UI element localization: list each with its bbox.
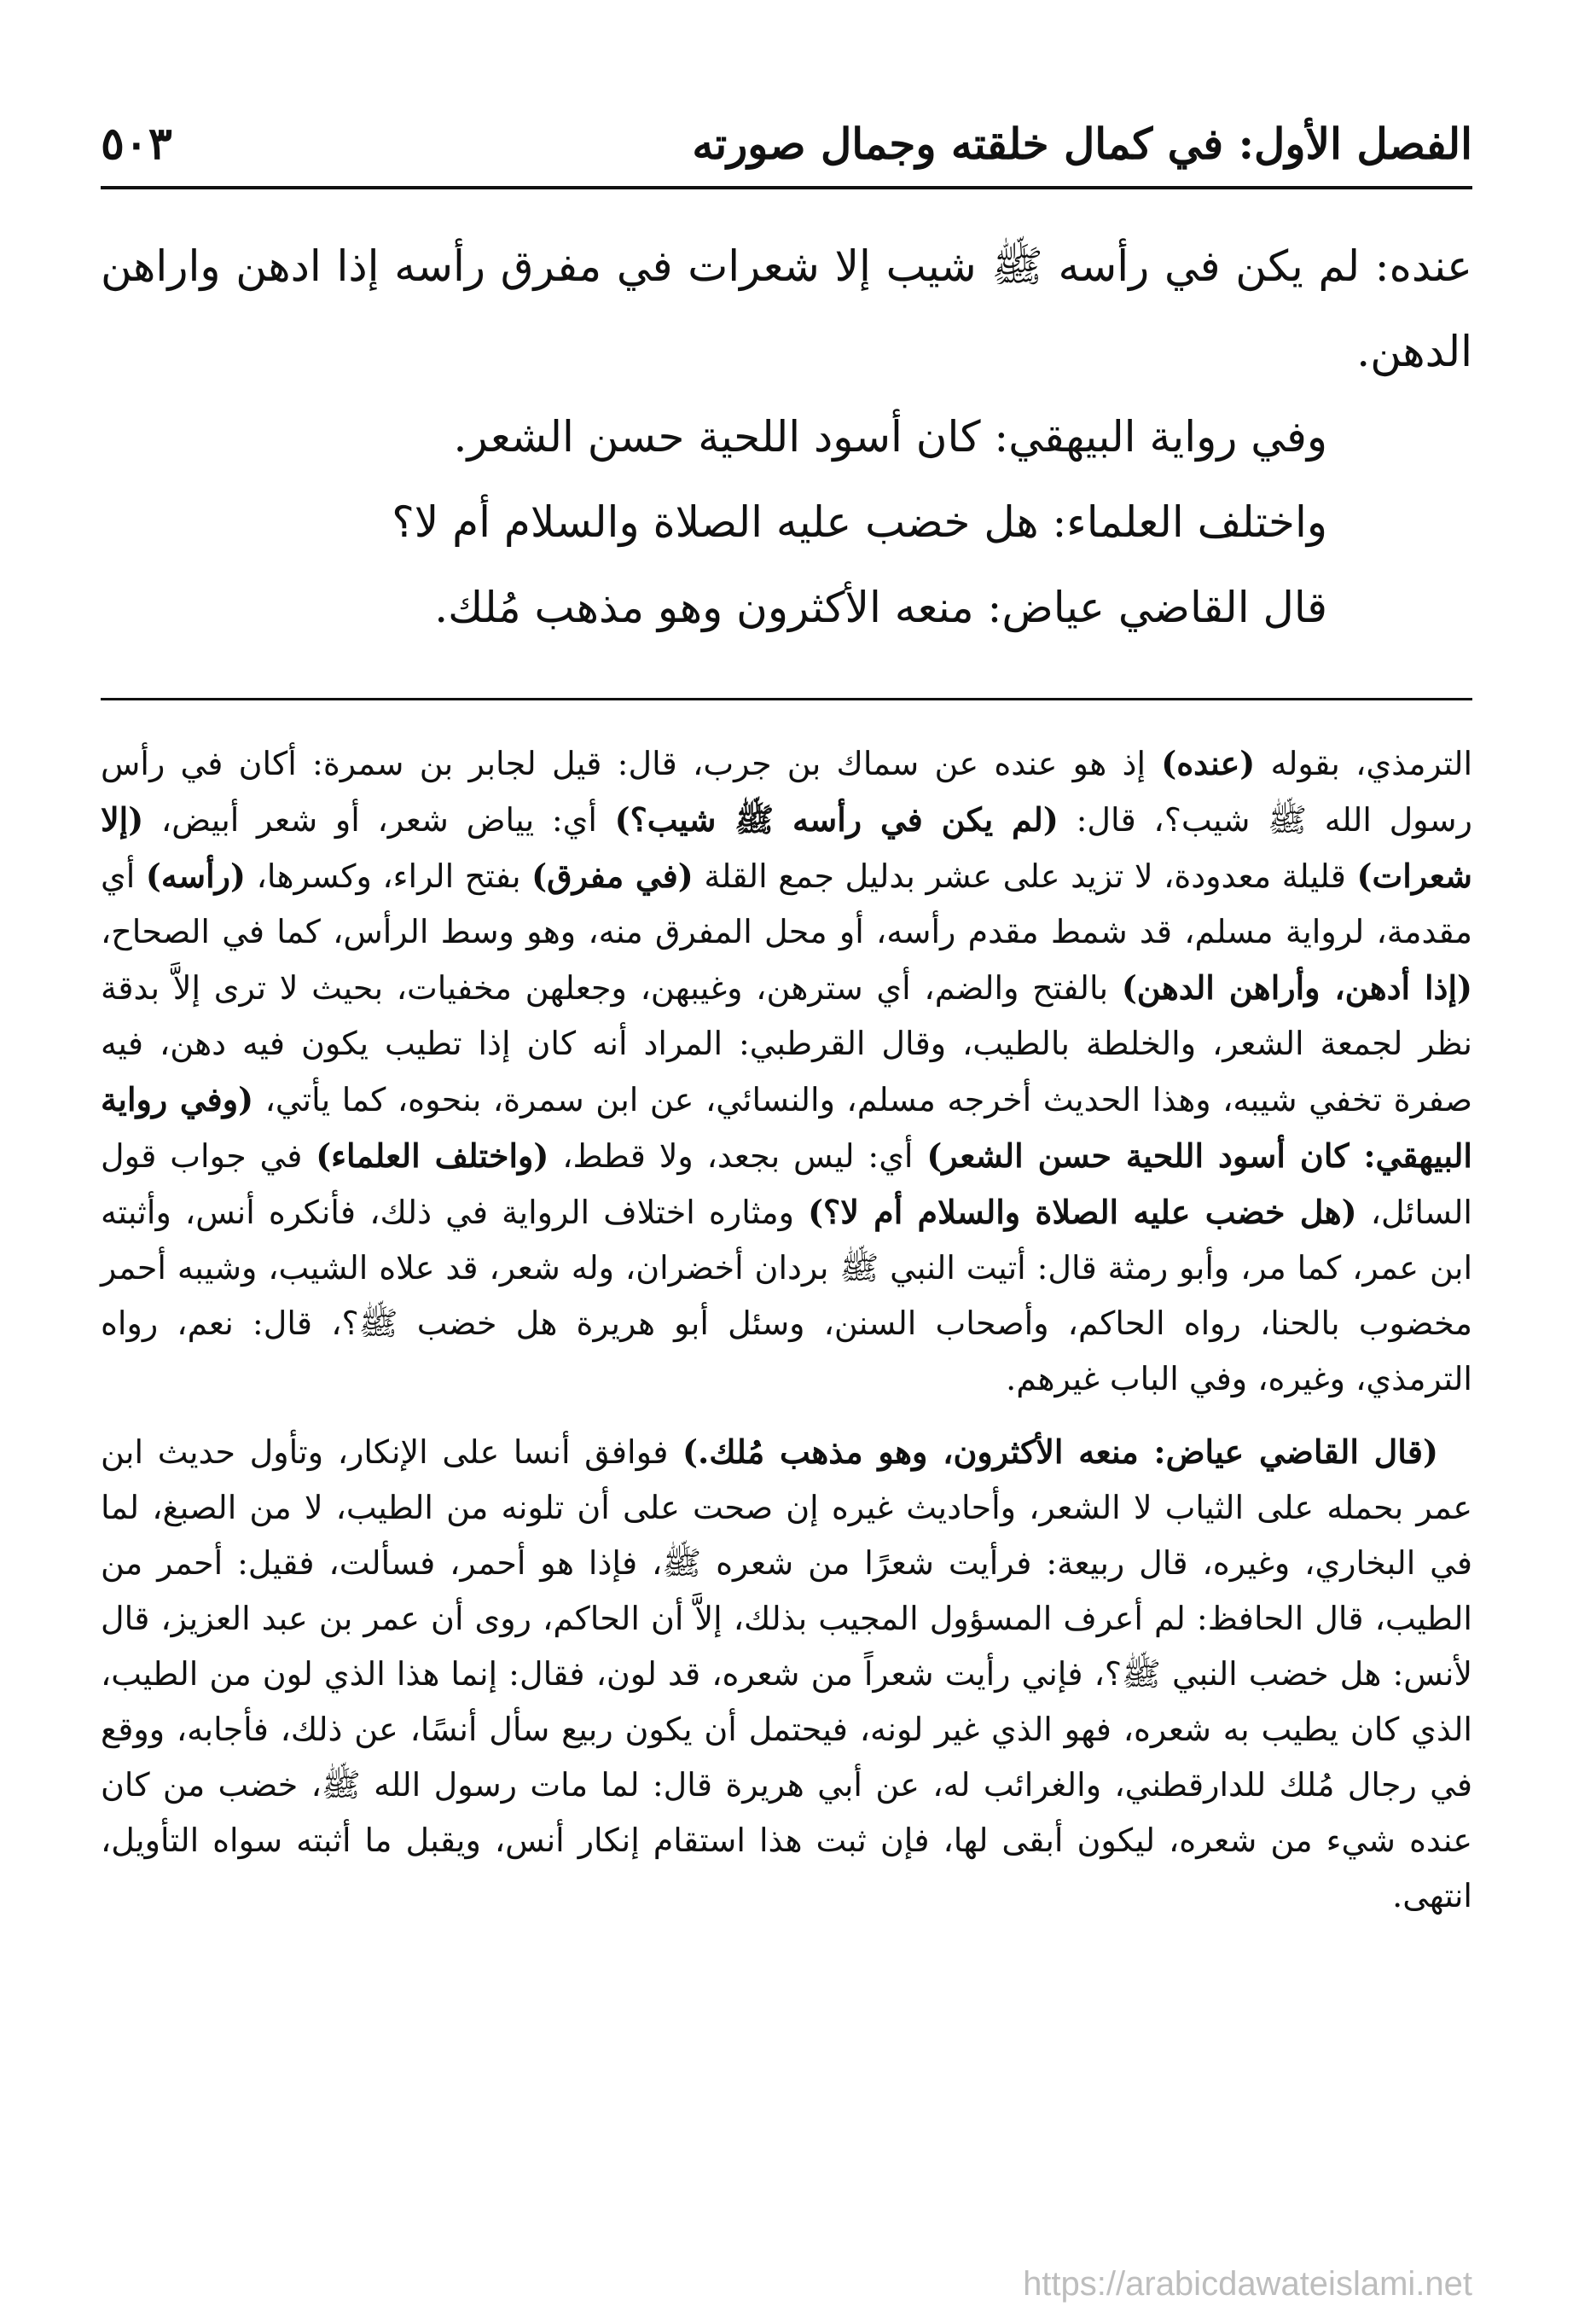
- commentary-paragraph-2: [101, 1424, 1472, 1924]
- quoted-phrase: (وفي رواية البيهقي: كان أسود اللحية حسن الشعر): [101, 1080, 1472, 1175]
- page-number: ٥٠٣: [101, 117, 172, 170]
- commentary-text: أي: ليس بجعد، ولا قطط،: [549, 1137, 927, 1175]
- commentary-text: فوافق أنسا على الإنكار، وتأول حديث ابن عمر بحمله على الثياب لا الشعر، وأحاديث غيره إن صحت على أن تلونه من الطيب، لا من الصبغ، لما في البخاري، وغيره، قال ربيعة: فرأيت شعرًا من شعره ﷺ، فإذا هو أحمر، فسألت، فقيل: أحمر من الطيب، قال الحافظ: لم أعرف المسؤول المجيب بذلك، إلاَّ أن الحاكم، روى أن عمر بن عبد العزيز، قال لأنس: هل خضب النبي ﷺ؟، فإني رأيت شعراً من شعره، قد لون، فقال: إنما هذا الذي لون من الطيب، الذي كان يطيب به شعره، فهو الذي غير لونه، فيحتمل أن يكون ربيع سأل أنسًا، عن ذلك، فأجابه، ووقع في رجال مُلك للدارقطني، والغرائب له، عن أبي هريرة قال: لما مات رسول الله ﷺ، خضب من كان عنده شيء من شعره، ليكون أبقى لها، فإن ثبت هذا استقام إنكار أنس، ويقبل ما أثبته سواه التأويل، انتهى.: [101, 1433, 1472, 1914]
- chapter-title: الفصل الأول: في كمال خلقته وجمال صورته: [692, 118, 1472, 169]
- watermark-url: https://arabicdawateislami.net: [1023, 2265, 1472, 2303]
- quoted-phrase: (واختلف العلماء): [316, 1136, 549, 1175]
- quoted-phrase: (عنده): [1161, 744, 1256, 782]
- quoted-phrase: (رأسه): [145, 857, 246, 895]
- commentary-text: إذ هو عنده عن سماك بن جرب، قال: قيل لجابر بن سمرة: أكان في رأس رسول الله ﷺ شيب؟، قال:: [101, 745, 1473, 839]
- commentary-text: في جواب قول السائل،: [101, 1137, 1472, 1231]
- commentary-paragraph-1: [101, 735, 1472, 1407]
- quoted-phrase: (هل خضب عليه الصلاة والسلام أم لا؟): [808, 1193, 1357, 1231]
- main-text-line-1: عنده: لم يكن في رأسه ﷺ شيب إلا شعرات في مفرق رأسه إذا ادهن واراهن الدهن.: [101, 241, 1472, 376]
- commentary: [101, 735, 1472, 1941]
- main-text-line-2: وفي رواية البيهقي: كان أسود اللحية حسن الشعر.: [453, 412, 1327, 462]
- page-header: [101, 101, 1472, 186]
- quoted-phrase: (قال القاضي عياض: منعه الأكثرون، وهو مذهب مُلك.): [682, 1432, 1438, 1471]
- quoted-phrase: (إلا شعرات): [101, 800, 1472, 895]
- quoted-phrase: (لم يكن في رأسه ﷺ شيب؟): [614, 800, 1059, 839]
- commentary-text: أي مقدمة، لرواية مسلم، قد شمط مقدم رأسه، أو محل المفرق منه، وهو وسط الرأس، كما في الصحاح،: [101, 857, 1472, 950]
- commentary-text: بفتح الراء، وكسرها،: [246, 857, 532, 895]
- commentary-text: ومثاره اختلاف الرواية في ذلك، فأنكره أنس، وأثبته ابن عمر، كما مر، وأبو رمثة قال: أتيت النبي ﷺ بردان أخضران، وله شعر، قد علاه الشيب، وشيبه أحمر مخضوب بالحنا، رواه الحاكم، وأصحاب السنن، وسئل أبو هريرة هل خضب ﷺ؟، قال: نعم، رواه الترمذي، وغيره، وفي الباب غيرهم.: [101, 1194, 1472, 1397]
- main-text-line-4: قال القاضي عياض: منعه الأكثرون وهو مذهب مُلك.: [434, 583, 1327, 632]
- quoted-phrase: (في مفرق): [531, 857, 694, 895]
- commentary-text: أي: يياض شعر، أو شعر أبيض،: [143, 801, 615, 839]
- section-divider: [101, 698, 1472, 700]
- header-divider: [101, 186, 1472, 189]
- main-text: [101, 224, 1472, 650]
- commentary-text: الترمذي، بقوله: [1255, 745, 1472, 782]
- main-text-line-3: واختلف العلماء: هل خضب عليه الصلاة والسلام أم لا؟: [392, 497, 1327, 547]
- commentary-text: قليلة معدودة، لا تزيد على عشر بدليل جمع القلة: [693, 857, 1357, 895]
- commentary-text: بالفتح والضم، أي سترهن، وغيبهن، وجعلهن مخفيات، بحيث لا ترى إلاَّ بدقة نظر لجمعة الشعر، والخلطة بالطيب، وقال القرطبي: المراد أنه كان إذا تطيب يكون فيه دهن، فيه صفرة تخفي شيبه، وهذا الحديث أخرجه مسلم، والنسائي، عن ابن سمرة، بنحوه، كما يأتي،: [101, 969, 1472, 1118]
- quoted-phrase: (إذا أدهن، وأراهن الدهن): [1121, 968, 1472, 1007]
